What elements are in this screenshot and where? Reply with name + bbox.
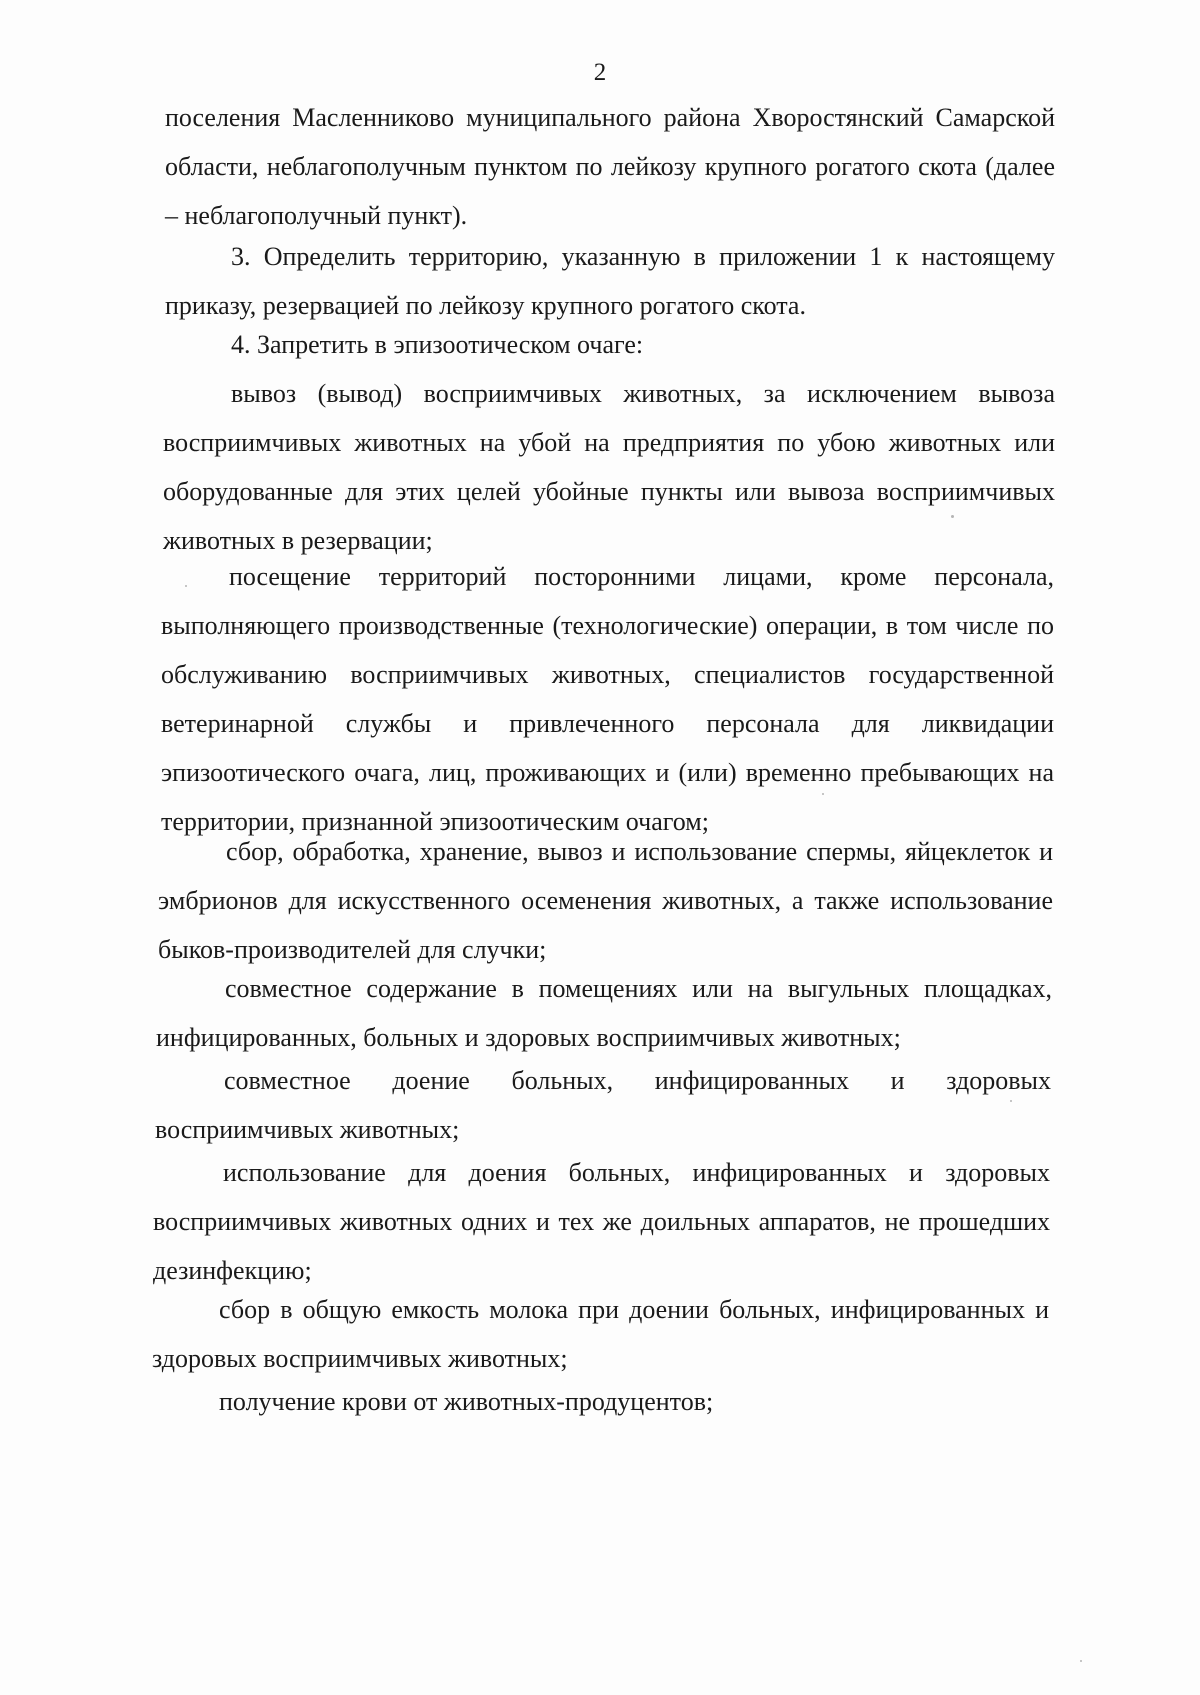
paragraph-text: получение крови от животных-продуцентов;	[219, 1387, 714, 1416]
prohibition-blood	[152, 1377, 1049, 1426]
prohibition-visits	[161, 552, 1054, 846]
paragraph-text: 4. Запретить в эпизоотическом очаге:	[231, 330, 644, 359]
scan-speck	[951, 515, 954, 518]
prohibition-milk-collection	[152, 1285, 1049, 1383]
paragraph-text: сбор в общую емкость молока при доении больных, инфицированных и здоровых восприимчивых животных;	[152, 1295, 1049, 1373]
paragraph-text: посещение территорий посторонними лицами, кроме персонала, выполняющего производственные (технологические) операции, в том числе по обслуживанию восприимчивых животных, специалистов государственной ветеринарной службы и привлеченного персонала для ликвидации эпизоотического очага, лиц, проживающих и (или) временно пребывающих на территории, признанной эпизоотическим очагом;	[161, 562, 1054, 836]
paragraph-text: сбор, обработка, хранение, вывоз и использование спермы, яйцеклеток и эмбрионов для искусственного осеменения животных, а также использование быков-производителей для случки;	[158, 837, 1053, 964]
prohibition-joint-keeping	[156, 964, 1052, 1062]
prohibition-removal	[163, 369, 1055, 565]
prohibition-milking-machines	[153, 1148, 1050, 1295]
prohibition-semen	[158, 827, 1053, 974]
scan-speck	[1080, 1660, 1082, 1662]
scan-speck	[185, 585, 187, 587]
paragraph-continuation	[165, 93, 1055, 240]
scan-speck	[1010, 1100, 1012, 1102]
prohibition-joint-milking	[155, 1056, 1051, 1154]
page-number: 2	[593, 59, 607, 86]
paragraph-text: 3. Определить территорию, указанную в приложении 1 к настоящему приказу, резервацией по лейкозу крупного рогатого скота.	[165, 242, 1055, 320]
paragraph-text: поселения Масленниково муниципального района Хворостянский Самарской области, неблагополучным пунктом по лейкозу крупного рогатого скота (далее – неблагополучный пункт).	[165, 103, 1055, 230]
paragraph-item-4	[165, 320, 1055, 369]
paragraph-text: использование для доения больных, инфицированных и здоровых восприимчивых животных одних и тех же доильных аппаратов, не прошедших дезинфекцию;	[153, 1158, 1050, 1285]
scan-speck	[822, 793, 824, 795]
paragraph-text: вывоз (вывод) восприимчивых животных, за исключением вывоза восприимчивых животных на убой на предприятия по убою животных или оборудованные для этих целей убойные пункты или вывоза восприимчивых животных в резервации;	[163, 379, 1055, 555]
paragraph-item-3	[165, 232, 1055, 330]
paragraph-text: совместное доение больных, инфицированных и здоровых восприимчивых животных;	[155, 1066, 1051, 1144]
paragraph-text: совместное содержание в помещениях или на выгульных площадках, инфицированных, больных и здоровых восприимчивых животных;	[156, 974, 1052, 1052]
